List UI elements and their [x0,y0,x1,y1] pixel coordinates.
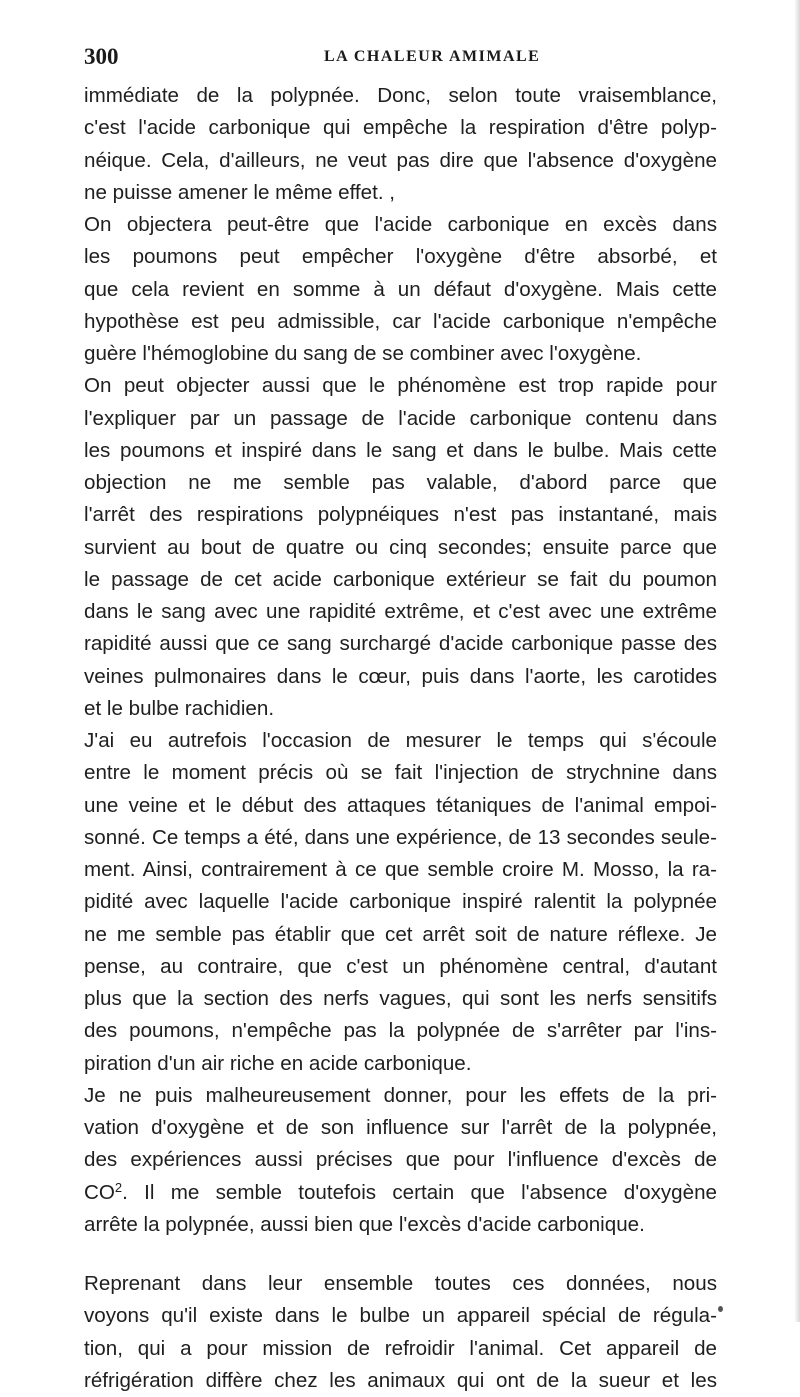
text-line: rapidité aussi que ce sang surchargé d'acide carbonique passe des [84,632,717,656]
text-line: Je ne puis malheureusement donner, pour les effets de la pri- [84,1083,717,1107]
text-line: Reprenant dans leur ensemble toutes ces données, nous [84,1272,717,1295]
paragraph [84,209,717,370]
page-header [84,44,716,74]
text-line: tion, qui a pour mission de refroidir l'animal. Cet appareil de [84,1336,717,1360]
text-line: pense, au contraire, que c'est un phénomène central, d'autant [84,954,717,978]
paragraph [84,370,717,725]
page-edge-shadow [794,0,800,1322]
text-line: des poumons, n'empêche pas la polypnée de s'arrêter par l'ins- [84,1019,717,1043]
text-line: des expériences aussi précises que pour l'influence d'excès de [84,1148,717,1172]
text-line: ne puisse amener le même effet. , [84,180,395,204]
paragraph [84,725,717,1080]
text-line-co2 [84,1177,717,1209]
text-line: ne me semble pas établir que cet arrêt soit de nature réflexe. Je [84,922,717,946]
text-line: On objectera peut-être que l'acide carbonique en excès dans [84,213,717,236]
text-line: piration d'un air riche en acide carbonique. [84,1051,472,1075]
text-line: voyons qu'il existe dans le bulbe un appareil spécial de régula- [84,1304,717,1328]
text-line: arrête la polypnée, aussi bien que l'excès d'acide carbonique. [84,1212,645,1236]
text-line: c'est l'acide carbonique qui empêche la respiration d'être polyp- [84,116,717,140]
text-line: que cela revient en somme à un défaut d'oxygène. Mais cette [84,277,717,301]
text-line: guère l'hémoglobine du sang de se combiner avec l'oxygène. [84,342,642,365]
text-line: sonné. Ce temps a été, dans une expérience, de 13 secondes seule- [84,825,717,849]
text-line: pidité avec laquelle l'acide carbonique inspiré ralentit la polypnée [84,890,717,914]
text-line: néique. Cela, d'ailleurs, ne veut pas dire que l'absence d'oxygène [84,148,717,172]
text-line: dans le sang avec une rapidité extrême, et c'est avec une extrême [84,600,717,623]
co2-formula: CO [84,1180,115,1204]
text-line: l'arrêt des respirations polypnéiques n'est pas instantané, mais [84,503,717,527]
section-gap [84,1241,717,1268]
text-line: une veine et le début des attaques tétaniques de l'animal empoi- [84,793,717,817]
text-line: les poumons peut empêcher l'oxygène d'être absorbé, et [84,245,717,269]
text-line: l'expliquer par un passage de l'acide carbonique contenu dans [84,406,717,430]
text-line: On peut objecter aussi que le phénomène est trop rapide pour [84,374,717,398]
running-head: LA CHALEUR AMIMALE [324,48,541,65]
text-line: objection ne me semble pas valable, d'abord parce que [84,471,717,494]
co2-subscript: 2 [114,1179,123,1195]
paragraph [84,80,717,209]
text-line: entre le moment précis où se fait l'injection de strychnine dans [84,761,717,785]
text-line: immédiate de la polypnée. Donc, selon toute vraisemblance, [84,84,717,107]
text-line: hypothèse est peu admissible, car l'acide carbonique n'empêche [84,309,717,333]
text-line: le passage de cet acide carbonique extérieur se fait du poumon [84,567,717,591]
text-line: veines pulmonaires dans le cœur, puis dans l'aorte, les carotides [84,664,717,688]
paragraph [84,1268,717,1397]
text-line: plus que la section des nerfs vagues, qui sont les nerfs sensitifs [84,987,717,1010]
text-line: survient au bout de quatre ou cinq secondes; ensuite parce que [84,535,717,559]
text-line: ment. Ainsi, contrairement à ce que semble croire M. Mosso, la ra- [84,858,717,881]
co2-line-rest: . Il me semble toutefois certain que l'absence d'oxygène [122,1180,717,1204]
ink-dot [718,1306,723,1312]
text-line: les poumons et inspiré dans le sang et dans le bulbe. Mais cette [84,438,717,462]
paragraph [84,1080,717,1241]
text-line: J'ai eu autrefois l'occasion de mesurer le temps qui s'écoule [84,729,717,752]
text-line: vation d'oxygène et de son influence sur l'arrêt de la polypnée, [84,1116,717,1139]
text-line: et le bulbe rachidien. [84,696,275,720]
page-number: 300 [84,44,119,69]
body-text [84,80,717,1397]
text-line: réfrigération diffère chez les animaux qui ont de la sueur et les [84,1368,717,1392]
